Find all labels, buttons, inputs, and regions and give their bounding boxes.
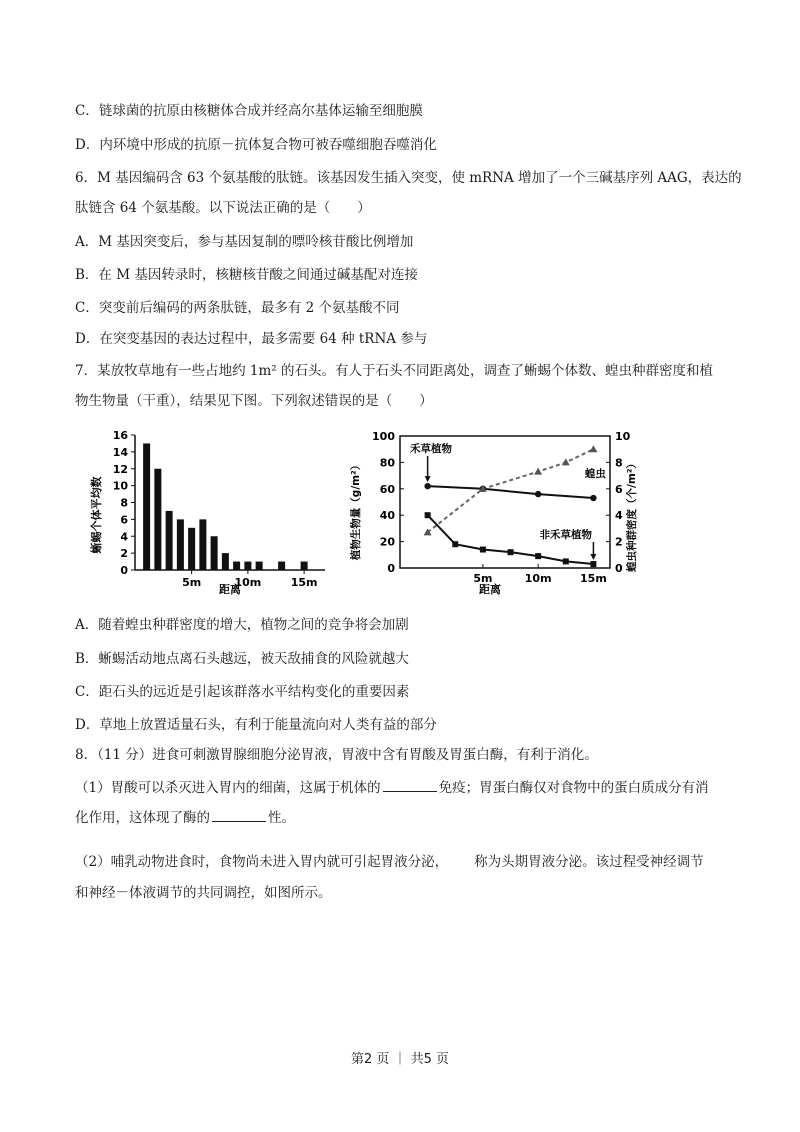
chart2-y-right-tick-label: 2 [615, 535, 623, 549]
chart2-label-nongrass: 非禾草植物 [539, 529, 593, 541]
chart2-y-left-tick-label: 80 [379, 456, 395, 470]
chart2-y-left-tick-label: 40 [379, 509, 395, 523]
chart1-bar [199, 519, 206, 570]
option-d-q7: D．草地上放置适量石头，有利于能量流向对人类有益的部分 [75, 717, 437, 733]
q8-2-text-a: （2）哺乳动物进食时，食物尚未进入胃内就可引起胃液分泌， [75, 854, 449, 870]
option-d-q5: D．内环境中形成的抗原－抗体复合物可被吞噬细胞吞噬消化 [75, 137, 437, 153]
answer-blank [383, 779, 437, 792]
chart1-bar [143, 443, 150, 570]
question-6-stem-1: 6．M 基因编码含 63 个氨基酸的肽链。该基因发生插入突变，使 mRNA 增加了一个三碱基序列 AAG，表达的 [75, 170, 742, 186]
chart2-y-left-tick-label: 0 [387, 562, 395, 575]
chart2-point-grass [424, 483, 430, 489]
chart2-y-right-tick-label: 8 [615, 456, 623, 470]
option-c-q6: C．突变前后编码的两条肽链，最多有 2 个氨基酸不同 [75, 300, 400, 316]
chart1-x-tick-label: 10m [234, 576, 262, 589]
option-b-q7: B．蜥蜴活动地点离石头越远，被天敌捕食的风险就越大 [75, 651, 409, 667]
chart2-point-locust [424, 528, 432, 535]
chart2-x-tick-label: 10m [524, 572, 552, 585]
chart2-point-nongrass [452, 541, 458, 547]
chart1-y-tick-label: 12 [112, 462, 128, 476]
chart1-y-tick-label: 10 [112, 479, 128, 493]
question-8-part-2-line-2: 和神经－体液调节的共同调控，如图所示。 [75, 885, 332, 901]
chart2-xlabel: 距离 [479, 583, 501, 596]
chart2-point-nongrass [480, 547, 486, 553]
chart1-bar [256, 562, 263, 570]
chart1-bar [222, 553, 229, 570]
biomass-line-chart [345, 420, 645, 600]
chart1-bar [278, 562, 285, 570]
question-6-stem-2: 肽链含 64 个氨基酸。以下说法正确的是（ ） [75, 200, 371, 216]
question-8-part-1-line-2 [75, 809, 295, 827]
page-footer: 第2 页 ｜ 共5 页 [350, 1052, 450, 1067]
q8-1-text-a: （1）胃酸可以杀灭进入胃内的细菌，这属于机体的 [75, 780, 381, 796]
chart2-y-left-tick-label: 20 [379, 535, 395, 549]
chart2-label-grass: 禾草植物 [410, 443, 452, 455]
q8-1-text-d: 性。 [268, 810, 295, 826]
chart1-bar [188, 528, 195, 570]
chart2-x-tick-label: 15m [580, 572, 607, 585]
question-8-part-1-line-1 [75, 779, 709, 797]
chart2-point-locust [589, 445, 597, 452]
q8-1-text-c: 化作用，这体现了酶的 [75, 810, 210, 826]
question-7-stem-1: 7．某放牧草地有一些占地约 1m² 的石头。有人于石头不同距离处，调查了蜥蜴个体数、蝗虫种群密度和植 [75, 363, 713, 379]
option-c-q5: C．链球菌的抗原由核糖体合成并经高尔基体运输至细胞膜 [75, 103, 423, 119]
chart1-y-tick-label: 14 [112, 445, 128, 459]
chart1-x-tick-label: 5m [182, 576, 202, 589]
chart2-label-locust: 蝗虫 [584, 468, 606, 481]
chart2-y-right-tick-label: 10 [615, 430, 631, 443]
chart2-x-tick-label: 5m [473, 572, 493, 585]
q8-2-text-b: 称为头期胃液分泌。该过程受神经调节 [474, 854, 704, 870]
answer-blank [212, 809, 266, 822]
question-8-part-2-line-1 [75, 853, 704, 871]
chart1-xlabel: 距离 [219, 583, 241, 596]
chart2-point-grass [535, 491, 541, 497]
lizard-bar-chart [80, 420, 340, 600]
chart1-bar [244, 562, 251, 570]
chart2-y-right-tick-label: 4 [615, 509, 623, 523]
chart1-bar [233, 562, 240, 570]
chart2-point-locust [562, 458, 570, 465]
chart2-y-right-tick-label: 0 [615, 562, 623, 575]
chart2-y-right-tick-label: 6 [615, 482, 623, 496]
chart1-bar [154, 469, 161, 570]
chart1-bar [166, 511, 173, 570]
chart2-arrowhead-nongrass [590, 554, 596, 560]
chart2-point-nongrass [425, 512, 431, 518]
chart2-series-line [428, 486, 594, 498]
chart1-bar [211, 536, 218, 570]
chart2-point-nongrass [563, 558, 569, 564]
chart1-y-tick-label: 0 [120, 564, 128, 577]
option-c-q7: C．距石头的远近是引起该群落水平结构变化的重要因素 [75, 684, 410, 700]
chart1-y-tick-label: 16 [112, 429, 128, 442]
chart2-point-nongrass [535, 553, 541, 559]
chart2-point-nongrass [508, 549, 514, 555]
chart1-bar [301, 562, 308, 570]
chart2-ylabel-left: 植物生物量（g/m²） [350, 459, 362, 561]
chart1-ylabel: 蜥蜴个体平均数 [90, 476, 103, 554]
q8-1-text-b: 免疫；胃蛋白酶仅对食物中的蛋白质成分有消 [438, 780, 709, 796]
chart1-x-tick-label: 15m [290, 576, 318, 589]
chart1-y-tick-label: 8 [120, 496, 128, 510]
chart2-y-left-tick-label: 60 [379, 482, 395, 496]
chart1-y-tick-label: 2 [120, 547, 128, 561]
chart2-point-locust [534, 468, 542, 475]
chart1-bar [177, 519, 184, 570]
option-d-q6: D．在突变基因的表达过程中，最多需要 64 种 tRNA 参与 [75, 331, 428, 347]
option-b-q6: B．在 M 基因转录时，核糖核苷酸之间通过碱基配对连接 [75, 267, 418, 283]
chart1-y-tick-label: 6 [120, 513, 128, 527]
chart2-arrowhead-grass [425, 476, 431, 482]
chart1-y-tick-label: 4 [120, 530, 128, 544]
question-7-stem-2: 物生物量（干重），结果见下图。下列叙述错误的是（ ） [75, 393, 433, 409]
option-a-q6: A．M 基因突变后，参与基因复制的嘌呤核苷酸比例增加 [75, 234, 414, 250]
chart2-y-left-tick-label: 100 [372, 430, 395, 443]
chart2-ylabel-right: 蝗虫种群密度（个/m²） [626, 458, 638, 572]
chart2-point-grass [590, 495, 596, 501]
option-a-q7: A．随着蝗虫种群密度的增大，植物之间的竞争将会加剧 [75, 617, 409, 633]
question-8-stem: 8．（11 分）进食可刺激胃腺细胞分泌胃液，胃液中含有胃酸及胃蛋白酶，有利于消化。 [75, 747, 598, 763]
